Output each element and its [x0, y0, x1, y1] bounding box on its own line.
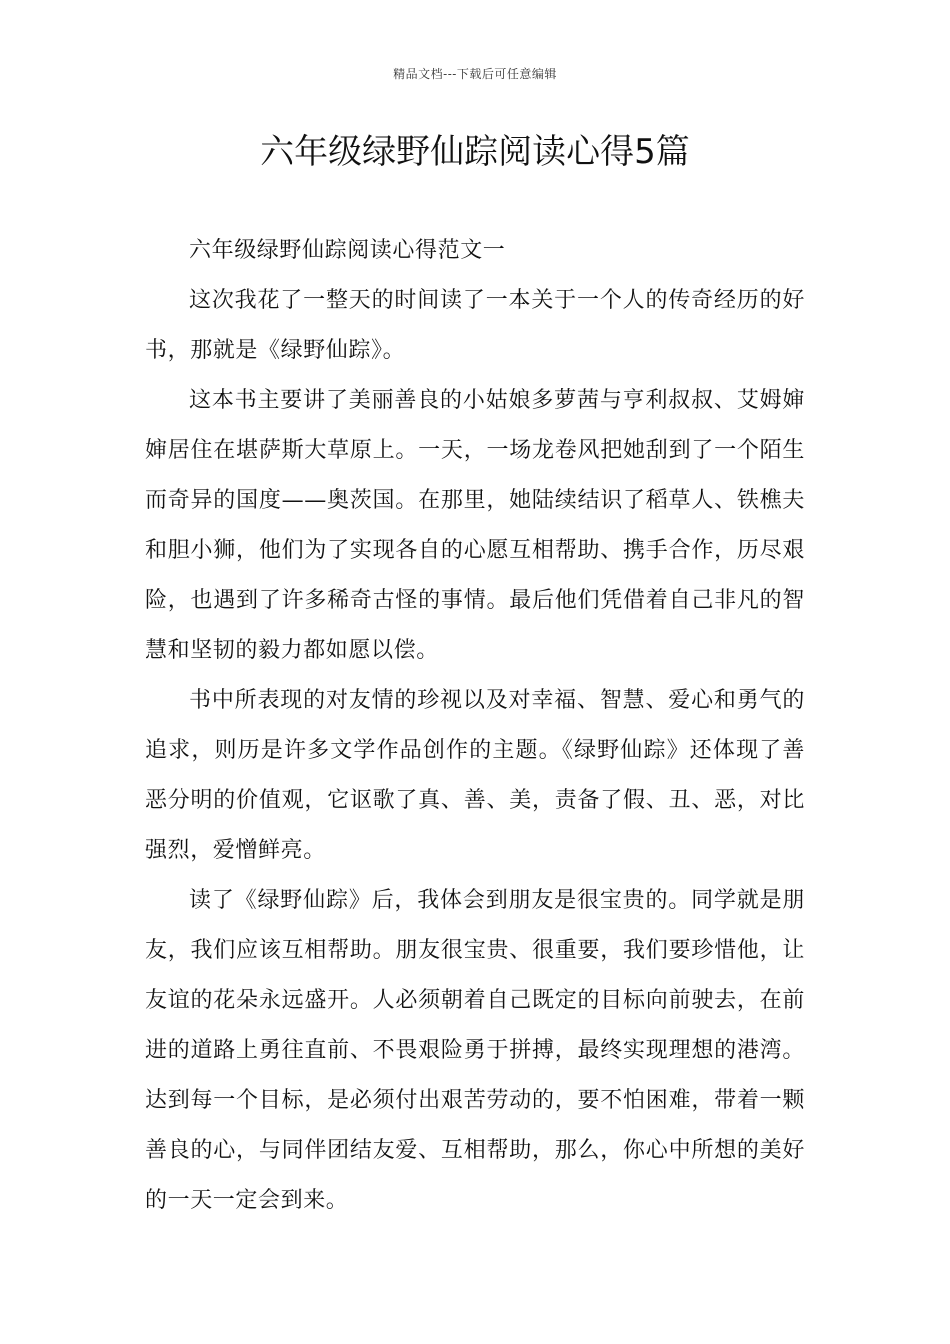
paragraph: 书中所表现的对友情的珍视以及对幸福、智慧、爱心和勇气的追求，则历是许多文学作品创作的主题。《绿野仙踪》还体现了善恶分明的价值观，它讴歌了真、善、美，责备了假、丑、恶，对比强烈，爱憎鲜亮。	[145, 688, 805, 863]
paragraph: 这次我花了一整天的时间读了一本关于一个人的传奇经历的好书，那就是《绿野仙踪》。	[145, 288, 805, 363]
header-note: 精品文档---下载后可任意编辑	[393, 67, 557, 81]
paragraph: 这本书主要讲了美丽善良的小姑娘多萝茜与亨利叔叔、艾姆婶婶居住在堪萨斯大草原上。一天，一场龙卷风把她刮到了一个陌生而奇异的国度——奥茨国。在那里，她陆续结识了稻草人、铁樵夫和胆小狮，他们为了实现各自的心愿互相帮助、携手合作，历尽艰险，也遇到了许多稀奇古怪的事情。最后他们凭借着自己非凡的智慧和坚韧的毅力都如愿以偿。	[145, 388, 805, 663]
paragraph: 读了《绿野仙踪》后，我体会到朋友是很宝贵的。同学就是朋友，我们应该互相帮助。朋友很宝贵、很重要，我们要珍惜他，让友谊的花朵永远盛开。人必须朝着自己既定的目标向前驶去，在前进的道路上勇往直前、不畏艰险勇于拼搏，最终实现理想的港湾。达到每一个目标，是必须付出艰苦劳动的，要不怕困难，带着一颗善良的心，与同伴团结友爱、互相帮助，那么，你心中所想的美好的一天一定会到来。	[145, 888, 805, 1213]
document-body	[145, 226, 805, 1226]
section-heading: 六年级绿野仙踪阅读心得范文一	[189, 238, 506, 263]
document-title: 六年级绿野仙踪阅读心得5篇	[260, 132, 690, 172]
